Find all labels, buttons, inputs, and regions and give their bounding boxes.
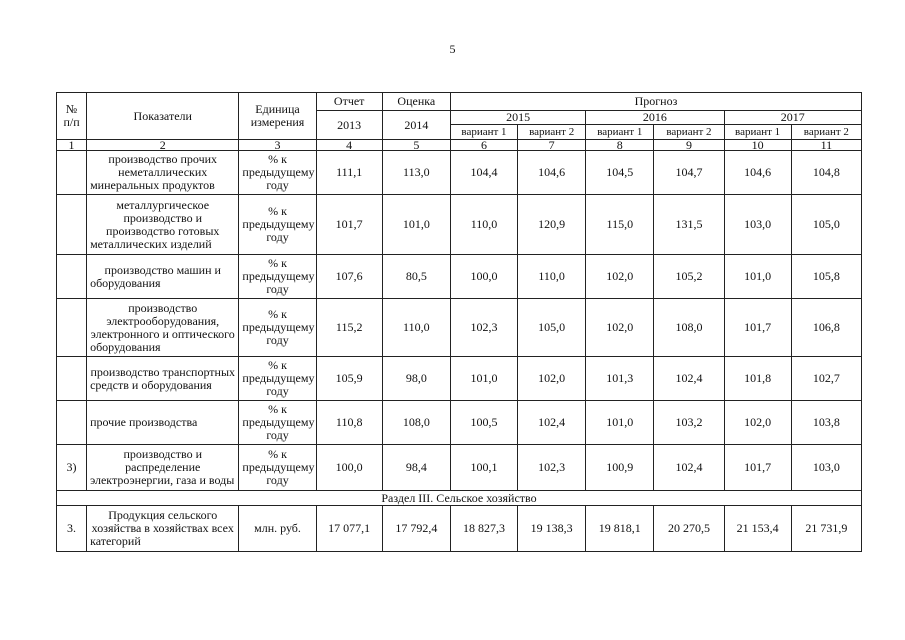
value-cell: 103,2 <box>654 401 724 445</box>
header-no: № п/п <box>57 93 87 140</box>
value-cell: 105,0 <box>518 299 586 357</box>
value-cell: 102,0 <box>586 255 654 299</box>
row-number: 3) <box>57 445 87 491</box>
section-title-row <box>57 491 862 506</box>
value-cell: 19 138,3 <box>518 506 586 552</box>
indicator-name: производство прочих неметаллических минеральных продуктов <box>87 151 239 195</box>
value-cell: 104,7 <box>654 151 724 195</box>
value-cell: 115,2 <box>316 299 382 357</box>
table-row <box>57 506 862 552</box>
value-cell: 102,4 <box>654 357 724 401</box>
value-cell: 20 270,5 <box>654 506 724 552</box>
header-year-2017: 2017 <box>724 111 861 125</box>
value-cell: 100,0 <box>450 255 517 299</box>
column-number: 10 <box>724 140 791 151</box>
value-cell: 101,7 <box>724 445 791 491</box>
header-indicators: Показатели <box>87 93 239 140</box>
value-cell: 110,0 <box>450 195 517 255</box>
unit-cell: % к предыдущему году <box>239 401 316 445</box>
table-row <box>57 299 862 357</box>
column-number: 6 <box>450 140 517 151</box>
header-year-2014: 2014 <box>382 111 450 140</box>
indicator-name: производство транспортных средств и оборудования <box>87 357 239 401</box>
value-cell: 108,0 <box>382 401 450 445</box>
value-cell: 111,1 <box>316 151 382 195</box>
value-cell: 19 818,1 <box>586 506 654 552</box>
value-cell: 102,4 <box>654 445 724 491</box>
value-cell: 104,8 <box>791 151 861 195</box>
row-number <box>57 357 87 401</box>
column-number: 11 <box>791 140 861 151</box>
value-cell: 104,4 <box>450 151 517 195</box>
value-cell: 102,0 <box>586 299 654 357</box>
column-number: 8 <box>586 140 654 151</box>
value-cell: 113,0 <box>382 151 450 195</box>
value-cell: 101,3 <box>586 357 654 401</box>
value-cell: 105,9 <box>316 357 382 401</box>
indicator-name: металлургическое производство и производство готовых металлических изделий <box>87 195 239 255</box>
value-cell: 104,6 <box>518 151 586 195</box>
value-cell: 104,5 <box>586 151 654 195</box>
value-cell: 101,0 <box>382 195 450 255</box>
header-year-2013: 2013 <box>316 111 382 140</box>
column-number: 7 <box>518 140 586 151</box>
value-cell: 115,0 <box>586 195 654 255</box>
header-2017-variant-1: вариант 1 <box>724 125 791 140</box>
header-2016-variant-2: вариант 2 <box>654 125 724 140</box>
row-number <box>57 299 87 357</box>
unit-cell: млн. руб. <box>239 506 316 552</box>
value-cell: 80,5 <box>382 255 450 299</box>
value-cell: 110,0 <box>518 255 586 299</box>
table-row <box>57 401 862 445</box>
value-cell: 101,8 <box>724 357 791 401</box>
value-cell: 106,8 <box>791 299 861 357</box>
table-row <box>57 255 862 299</box>
value-cell: 102,7 <box>791 357 861 401</box>
value-cell: 100,5 <box>450 401 517 445</box>
column-number: 2 <box>87 140 239 151</box>
value-cell: 131,5 <box>654 195 724 255</box>
header-estimate: Оценка <box>382 93 450 111</box>
value-cell: 103,8 <box>791 401 861 445</box>
value-cell: 102,3 <box>450 299 517 357</box>
value-cell: 107,6 <box>316 255 382 299</box>
value-cell: 102,3 <box>518 445 586 491</box>
value-cell: 18 827,3 <box>450 506 517 552</box>
value-cell: 102,4 <box>518 401 586 445</box>
header-2017-variant-2: вариант 2 <box>791 125 861 140</box>
value-cell: 103,0 <box>724 195 791 255</box>
value-cell: 100,0 <box>316 445 382 491</box>
value-cell: 101,0 <box>450 357 517 401</box>
forecast-table <box>56 92 862 552</box>
value-cell: 108,0 <box>654 299 724 357</box>
value-cell: 17 792,4 <box>382 506 450 552</box>
column-number: 1 <box>57 140 87 151</box>
column-number: 4 <box>316 140 382 151</box>
column-numbers-row <box>57 140 862 151</box>
column-number: 9 <box>654 140 724 151</box>
value-cell: 105,2 <box>654 255 724 299</box>
value-cell: 102,0 <box>724 401 791 445</box>
value-cell: 110,8 <box>316 401 382 445</box>
row-number <box>57 195 87 255</box>
section-title: Раздел III. Сельское хозяйство <box>57 491 862 506</box>
value-cell: 101,0 <box>724 255 791 299</box>
value-cell: 120,9 <box>518 195 586 255</box>
header-row-1 <box>57 93 862 111</box>
indicator-name: производство и распределение электроэнергии, газа и воды <box>87 445 239 491</box>
value-cell: 110,0 <box>382 299 450 357</box>
unit-cell: % к предыдущему году <box>239 195 316 255</box>
value-cell: 21 731,9 <box>791 506 861 552</box>
row-number <box>57 401 87 445</box>
unit-cell: % к предыдущему году <box>239 445 316 491</box>
row-number: 3. <box>57 506 87 552</box>
value-cell: 101,7 <box>316 195 382 255</box>
column-number: 3 <box>239 140 316 151</box>
unit-cell: % к предыдущему году <box>239 357 316 401</box>
column-number: 5 <box>382 140 450 151</box>
value-cell: 17 077,1 <box>316 506 382 552</box>
value-cell: 103,0 <box>791 445 861 491</box>
table-row <box>57 445 862 491</box>
header-2015-variant-1: вариант 1 <box>450 125 517 140</box>
table-row <box>57 151 862 195</box>
value-cell: 100,9 <box>586 445 654 491</box>
value-cell: 98,4 <box>382 445 450 491</box>
header-year-2015: 2015 <box>450 111 585 125</box>
unit-cell: % к предыдущему году <box>239 151 316 195</box>
value-cell: 105,0 <box>791 195 861 255</box>
unit-cell: % к предыдущему году <box>239 255 316 299</box>
header-unit: Единица измерения <box>239 93 316 140</box>
row-number <box>57 255 87 299</box>
header-2015-variant-2: вариант 2 <box>518 125 586 140</box>
header-forecast: Прогноз <box>450 93 861 111</box>
indicator-name: производство машин и оборудования <box>87 255 239 299</box>
indicator-name: прочие производства <box>87 401 239 445</box>
indicator-name: Продукция сельского хозяйства в хозяйствах всех категорий <box>87 506 239 552</box>
value-cell: 104,6 <box>724 151 791 195</box>
value-cell: 98,0 <box>382 357 450 401</box>
header-year-2016: 2016 <box>586 111 724 125</box>
indicator-name: производство электрооборудования, электронного и оптического оборудования <box>87 299 239 357</box>
value-cell: 21 153,4 <box>724 506 791 552</box>
page-number: 5 <box>449 42 456 56</box>
table-row <box>57 195 862 255</box>
row-number <box>57 151 87 195</box>
table-row <box>57 357 862 401</box>
value-cell: 100,1 <box>450 445 517 491</box>
value-cell: 101,7 <box>724 299 791 357</box>
unit-cell: % к предыдущему году <box>239 299 316 357</box>
header-report: Отчет <box>316 93 382 111</box>
value-cell: 102,0 <box>518 357 586 401</box>
header-2016-variant-1: вариант 1 <box>586 125 654 140</box>
value-cell: 101,0 <box>586 401 654 445</box>
value-cell: 105,8 <box>791 255 861 299</box>
